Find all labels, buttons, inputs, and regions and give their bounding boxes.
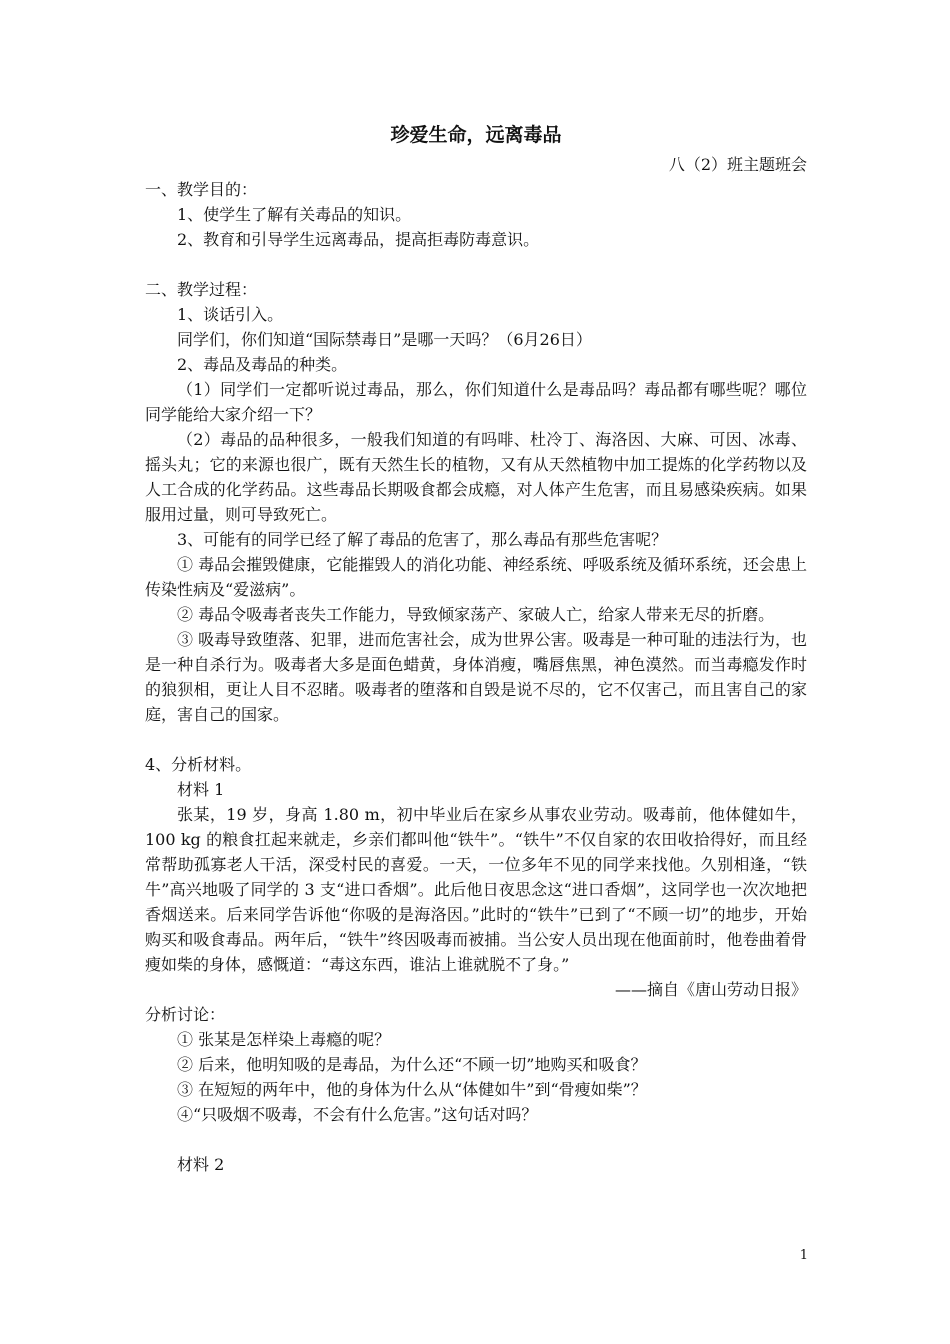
drug-day-question: 同学们，你们知道“国际禁毒日”是哪一天吗？（6月26日） (177, 330, 592, 349)
discussion-question: ② 后来，他明知吸的是毒品，为什么还“不顾一切”地购买和吸食？ (177, 1055, 647, 1074)
page-number: 1 (799, 1248, 808, 1263)
blank-line (145, 1127, 807, 1152)
blank-line (145, 252, 807, 277)
discussion-question: ③ 在短短的两年中，他的身体为什么从“体健如牛”到“骨瘦如柴”？ (177, 1080, 647, 1099)
blank-line (145, 727, 807, 752)
drug-question-paragraph: （1）同学们一定都听说过毒品，那么，你们知道什么是毒品吗？毒品都有哪些呢？哪位同学能给大家介绍一下？ (145, 380, 807, 424)
process-step-harms: 3、可能有的同学已经了解了毒品的危害了，那么毒品有那些危害呢？ (177, 530, 668, 549)
discussion-heading: 分析讨论： (145, 1005, 226, 1024)
discussion-question: ① 张某是怎样染上毒瘾的呢？ (177, 1030, 391, 1049)
drug-types-paragraph: （2）毒品的品种很多，一般我们知道的有吗啡、杜冷丁、海洛因、大麻、可因、冰毒、摇头丸；它的来源也很广，既有天然生长的植物，又有从天然植物中加工提炼的化学药物以及人工合成的化学药品。这些毒品长期吸食都会成瘾，对人体产生危害，而且易感染疾病。如果服用过量，则可导致死亡。 (145, 430, 807, 524)
objective-item: 1、使学生了解有关毒品的知识。 (177, 205, 412, 224)
harm-family-paragraph: ② 毒品令吸毒者丧失工作能力，导致倾家荡产、家破人亡，给家人带来无尽的折磨。 (177, 605, 775, 624)
objective-item: 2、教育和引导学生远离毒品，提高拒毒防毒意识。 (177, 230, 540, 249)
harm-health-paragraph: ① 毒品会摧毁健康，它能摧毁人的消化功能、神经系统、呼吸系统及循环系统，还会患上传染性病及“爱滋病”。 (145, 555, 807, 599)
material-2-label: 材料 2 (177, 1155, 225, 1174)
process-step-drug-types: 2、毒品及毒品的种类。 (177, 355, 348, 374)
class-meeting-subtitle: 八（2）班主题班会 (668, 155, 807, 174)
material-1-text: 张某，19 岁，身高 1.80 m，初中毕业后在家乡从事农业劳动。吸毒前，他体健如牛，100 kg 的粮食扛起来就走，乡亲们都叫他“铁牛”。“铁牛”不仅自家的农田收拾得好，而且经常帮助孤寡老人干活，深受村民的喜爱。一天，一位多年不见的同学来找他。久别相逢，“铁牛”高兴地吸了同学的 3 支“进口香烟”。此后他日夜思念这“进口香烟”，这同学也一次次地把香烟送来。后来同学告诉他“你吸的是海洛因。”此时的“铁牛”已到了“不顾一切”的地步，开始购买和吸食毒品。两年后，“铁牛”终因吸毒而被捕。当公安人员出现在他面前时，他卷曲着骨瘦如柴的身体，感慨道：“毒这东西，谁沾上谁就脱不了身。” (145, 805, 807, 974)
section-teaching-process-heading: 二、教学过程： (145, 280, 258, 299)
discussion-question: ④“只吸烟不吸毒，不会有什么危害。”这句话对吗？ (177, 1105, 538, 1124)
document-body (145, 120, 807, 1177)
analysis-material-heading: 4、分析材料。 (145, 755, 252, 774)
material-1-label: 材料 1 (177, 780, 225, 799)
page-title: 珍爱生命，远离毒品 (390, 124, 562, 146)
section-teaching-objective-heading: 一、教学目的： (145, 180, 258, 199)
material-1-source: ——摘自《唐山劳动日报》 (614, 980, 807, 999)
process-step-intro: 1、谈话引入。 (177, 305, 284, 324)
harm-society-paragraph: ③ 吸毒导致堕落、犯罪，进而危害社会，成为世界公害。吸毒是一种可耻的违法行为，也是一种自杀行为。吸毒者大多是面色蜡黄，身体消瘦，嘴唇焦黑，神色漠然。而当毒瘾发作时的狼狈相，更让人目不忍睹。吸毒者的堕落和自毁是说不尽的，它不仅害己，而且害自己的家庭，害自己的国家。 (145, 630, 807, 724)
